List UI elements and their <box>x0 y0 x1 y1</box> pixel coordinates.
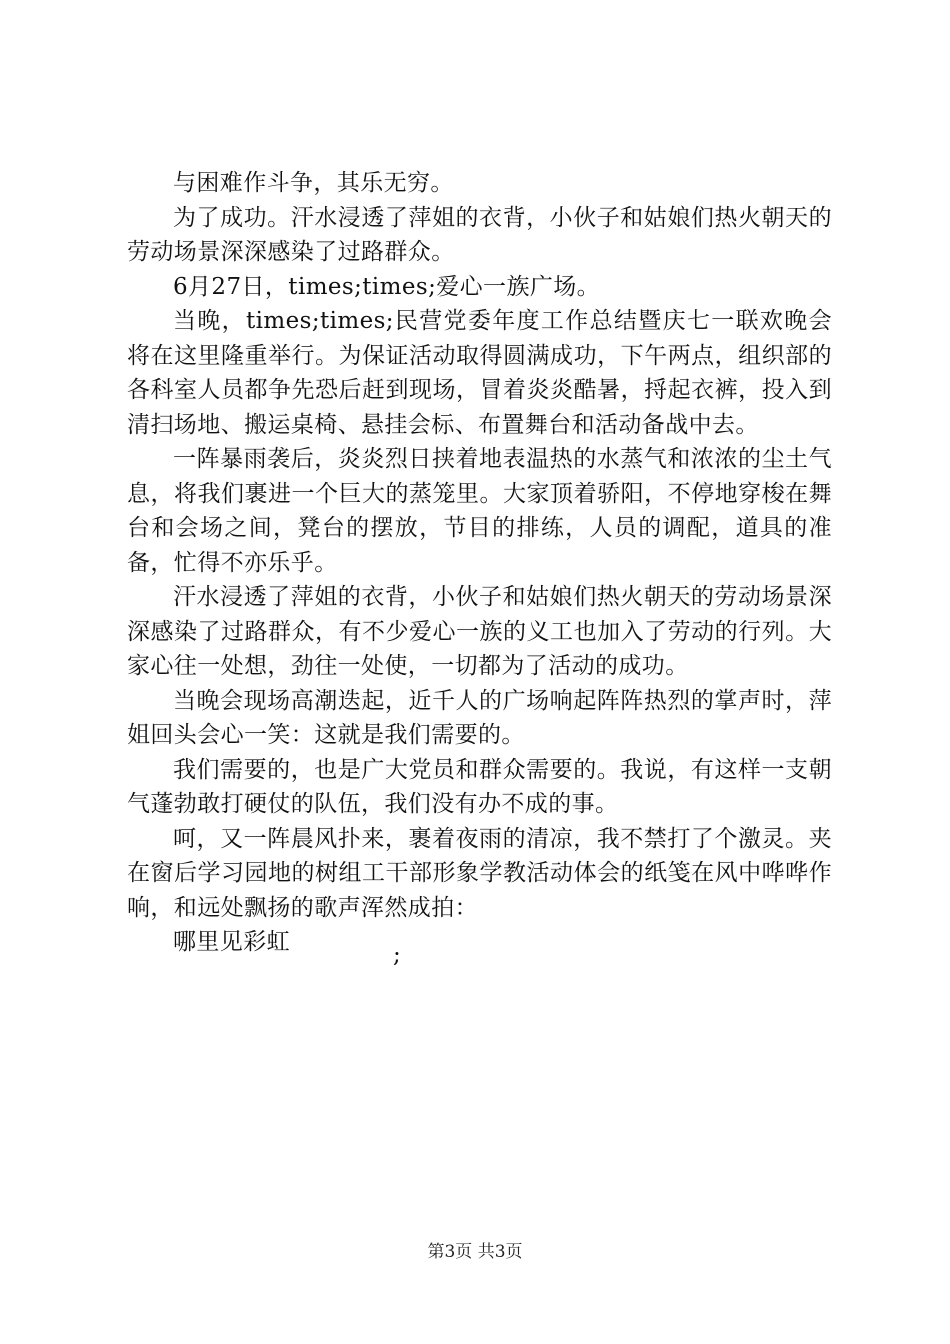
paragraph: 呵，又一阵晨风扑来，裹着夜雨的清凉，我不禁打了个激灵。夹在窗后学习园地的树组工干部形象学教活动体会的纸笺在风中哗哗作响，和远处飘扬的歌声浑然成拍： <box>127 825 832 921</box>
paragraph: 6月27日，times;times;爱心一族广场。 <box>173 273 601 300</box>
paragraph: 哪里见彩虹 <box>173 929 290 955</box>
paragraph: 一阵暴雨袭后，炎炎烈日挟着地表温热的水蒸气和浓浓的尘土气息，将我们裹进一个巨大的蒸笼里。大家顶着骄阳，不停地穿梭在舞台和会场之间，凳台的摆放，节目的排练，人员的调配，道具的准备，忙得不亦乐乎。 <box>127 446 832 576</box>
paragraph: 我们需要的，也是广大党员和群众需要的。我说，有这样一支朝气蓬勃敢打硬仗的队伍，我们没有办不成的事。 <box>127 756 832 817</box>
paragraph: 当晚会现场高潮迭起，近千人的广场响起阵阵热烈的掌声时，萍姐回头会心一笑：这就是我们需要的。 <box>127 687 832 748</box>
paragraph: 汗水浸透了萍姐的衣背，小伙子和姑娘们热火朝天的劳动场景深深感染了过路群众，有不少爱心一族的义工也加入了劳动的行列。大家心往一处想，劲往一处使，一切都为了活动的成功。 <box>127 584 832 679</box>
page-footer: 第3页 共3页 <box>427 1242 523 1262</box>
paragraph: 为了成功。汗水浸透了萍姐的衣背，小伙子和姑娘们热火朝天的劳动场景深深感染了过路群众。 <box>127 204 832 265</box>
paragraph: 当晚，times;times;民营党委年度工作总结暨庆七一联欢晚会将在这里隆重举行。为保证活动取得圆满成功，下午两点，组织部的各科室人员都争先恐后赶到现场，冒着炎炎酷暑，捋起衣裤，投入到清扫场地、搬运桌椅、悬挂会标、布置舞台和活动备战中去。 <box>127 308 832 438</box>
paragraph: 与困难作斗争，其乐无穷。 <box>173 170 454 196</box>
document-body <box>127 166 832 960</box>
trailing-semicolon: ; <box>393 942 401 968</box>
